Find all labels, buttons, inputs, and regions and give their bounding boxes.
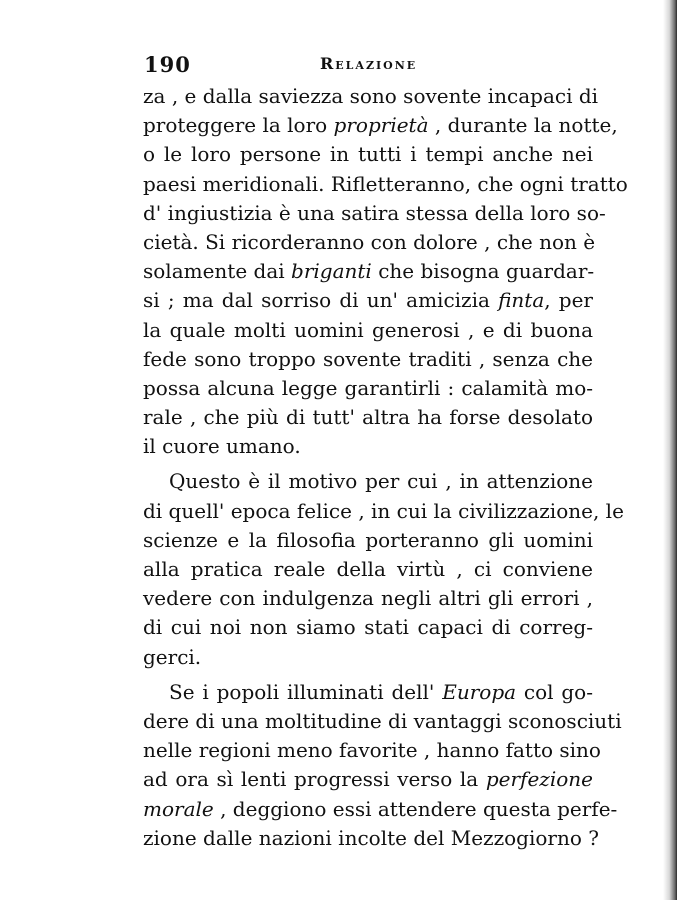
- text-line: [143, 526, 593, 555]
- page-edge-shadow: [663, 0, 677, 900]
- text-run: proteggere la loro: [143, 113, 334, 138]
- text-run: , deggiono essi attendere questa perfe-: [213, 796, 618, 821]
- page-number: 190: [144, 52, 191, 77]
- text-run: Se i popoli illuminati dell': [169, 679, 443, 704]
- text-run: scienze e la filosofia porteranno gli uomini: [143, 527, 593, 552]
- text-run: za , e dalla saviezza sono sovente incapaci di: [143, 84, 599, 108]
- text-run: o le loro persone in tutti i tempi anche nei: [143, 142, 593, 167]
- text-line: [143, 199, 606, 228]
- text-run: alla pratica reale della virtù , ci conviene: [143, 557, 593, 581]
- text-line: [143, 467, 593, 496]
- text-run: zione dalle nazioni incolte del Mezzogiorno ?: [143, 825, 599, 850]
- text-line: [143, 824, 599, 853]
- text-line: [143, 345, 593, 374]
- text-run: rale , che più di tutt' altra ha forse desolato: [143, 405, 593, 430]
- italic-word: briganti: [291, 259, 372, 284]
- text-line: [143, 736, 601, 765]
- text-run: fede sono troppo sovente traditi , senza che: [143, 346, 593, 371]
- italic-word: morale: [143, 796, 214, 821]
- italic-word: proprietà: [333, 113, 429, 138]
- text-line: [143, 497, 624, 526]
- text-run: dere di una moltitudine di vantaggi sconosciuti: [143, 708, 622, 733]
- paragraph: [143, 82, 628, 461]
- text-line: [143, 316, 593, 345]
- text-run: nelle regioni meno favorite , hanno fatto sino: [143, 738, 601, 763]
- page-header: [144, 52, 590, 82]
- text-line: [143, 678, 593, 707]
- text-run: solamente dai: [143, 259, 292, 284]
- text-line: [143, 82, 599, 111]
- text-line: [143, 257, 593, 286]
- italic-word: perfezione: [485, 767, 593, 792]
- text-line: [143, 286, 593, 315]
- text-line: [143, 228, 596, 257]
- text-line: [143, 555, 593, 584]
- text-line: [143, 403, 593, 432]
- text-line: [143, 765, 593, 794]
- text-run: si ; ma dal sorriso di un' amicizia: [143, 288, 499, 313]
- italic-word: Europa: [442, 679, 517, 704]
- text-run: vedere con indulgenza negli altri gli errori ,: [143, 586, 593, 611]
- text-run: la quale molti uomini generosi , e di buona: [143, 317, 593, 342]
- text-run: gerci.: [143, 644, 202, 669]
- text-line: [143, 140, 593, 169]
- italic-word: finta: [498, 288, 545, 313]
- running-title: Relazione: [320, 54, 418, 73]
- body-text: [143, 82, 628, 853]
- text-run: il cuore umano.: [143, 434, 301, 459]
- text-line: [143, 374, 593, 403]
- text-line: [143, 643, 593, 672]
- text-run: possa alcuna legge garantirli : calamità mo-: [143, 375, 593, 400]
- paragraph: [143, 467, 624, 671]
- text-run: cietà. Si ricorderanno con dolore , che non è: [143, 229, 596, 254]
- text-run: di cui noi non siamo stati capaci di correg-: [143, 615, 593, 640]
- text-run: di quell' epoca felice , in cui la civilizzazione, le: [143, 498, 624, 523]
- text-line: [143, 170, 628, 199]
- text-run: d' ingiustizia è una satira stessa della loro so-: [143, 200, 606, 225]
- text-line: [143, 795, 618, 824]
- text-line: [143, 707, 622, 736]
- text-run: , durante la notte,: [428, 113, 618, 138]
- paragraph: [143, 678, 622, 853]
- text-line: [143, 432, 593, 461]
- text-run: paesi meridionali. Rifletteranno, che ogni tratto: [143, 171, 628, 196]
- text-run: col go-: [516, 679, 593, 704]
- text-line: [143, 111, 618, 140]
- text-line: [143, 613, 593, 642]
- text-line: [143, 584, 593, 613]
- text-run: , per: [544, 288, 593, 313]
- text-run: che bisogna guardar-: [371, 259, 595, 284]
- text-run: ad ora sì lenti progressi verso la: [143, 767, 486, 792]
- text-run: Questo è il motivo per cui , in attenzione: [169, 469, 593, 494]
